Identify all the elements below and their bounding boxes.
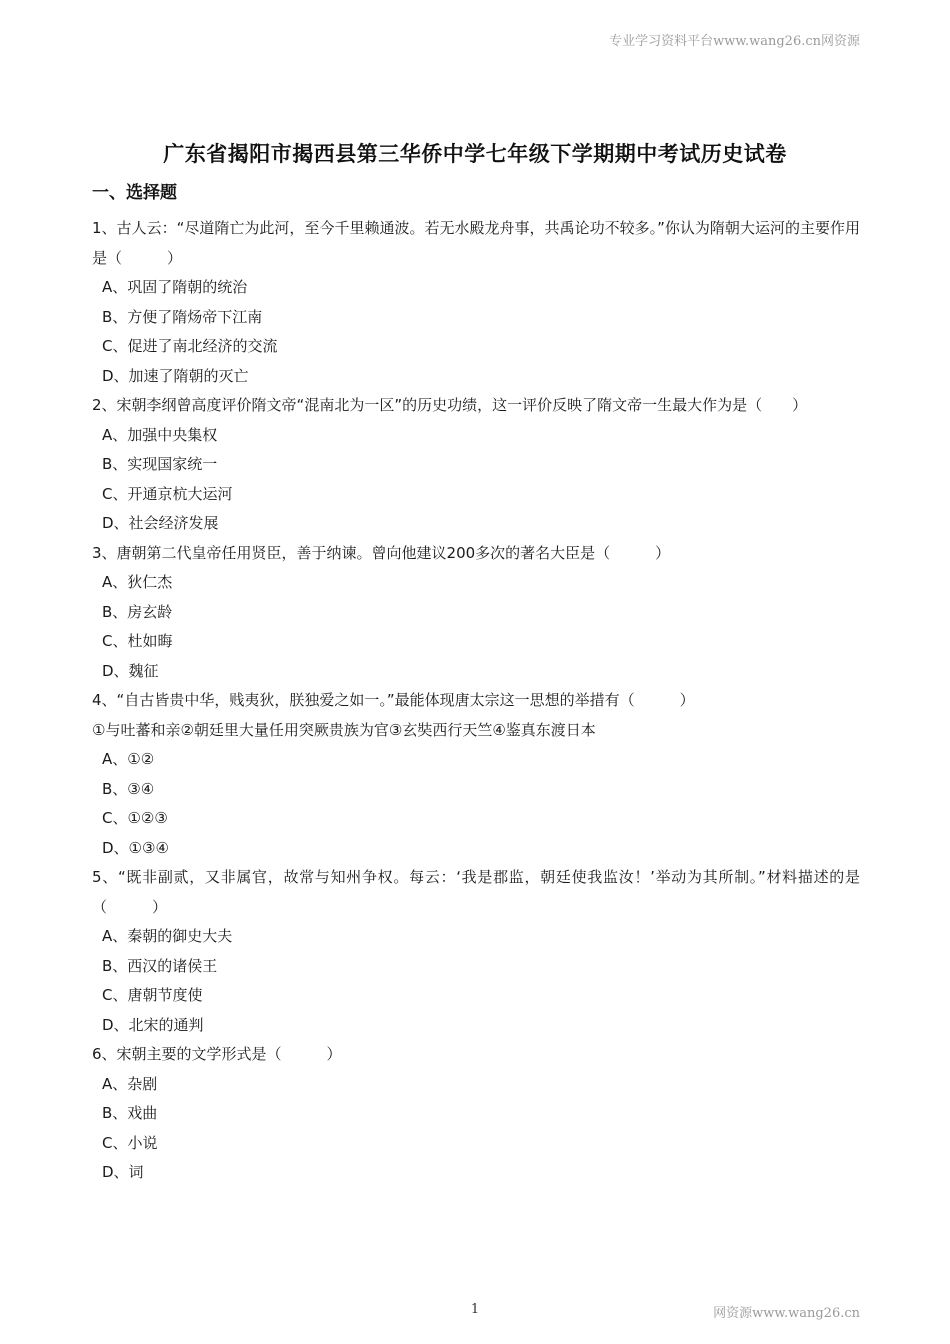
option-b: B、实现国家统一 xyxy=(102,455,218,473)
option-a: A、狄仁杰 xyxy=(102,573,173,591)
section-heading: 一、选择题 xyxy=(92,183,177,203)
option-c: C、促进了南北经济的交流 xyxy=(102,337,278,355)
option-a: A、①② xyxy=(102,750,155,768)
question-stem: 3、唐朝第二代皇帝任用贤臣，善于纳谏。曾向他建议200多次的著名大臣是（ ） xyxy=(92,543,671,562)
question-stem: 1、古人云：“尽道隋亡为此河，至今千里赖通波。若无水殿龙舟事，共禹论功不较多。”你认为隋朝大运河的主要作用是（ ） xyxy=(92,219,860,267)
option-c: C、小说 xyxy=(102,1133,158,1152)
option-a: A、秦朝的御史大夫 xyxy=(102,927,233,945)
option-b: B、方便了隋炀帝下江南 xyxy=(102,307,263,326)
question-5 xyxy=(92,863,860,1040)
option-a: A、杂剧 xyxy=(102,1074,158,1093)
option-c: C、开通京杭大运河 xyxy=(102,484,233,503)
option-d: D、北宋的通判 xyxy=(102,1015,204,1034)
option-b: B、戏曲 xyxy=(102,1104,158,1122)
question-stem: 6、宋朝主要的文学形式是（ ） xyxy=(92,1045,342,1063)
question-statements: ①与吐蕃和亲②朝廷里大量任用突厥贵族为官③玄奘西行天竺④鉴真东渡日本 xyxy=(92,720,596,739)
option-b: B、③④ xyxy=(102,779,155,798)
option-d: D、词 xyxy=(102,1163,144,1181)
question-stem: 4、“自古皆贵中华，贱夷狄，朕独爱之如一。”最能体现唐太宗这一思想的举措有（ ） xyxy=(92,691,695,709)
option-b: B、房玄龄 xyxy=(102,602,173,621)
header-watermark: 专业学习资料平台www.wang26.cn网资源 xyxy=(609,34,860,49)
question-1 xyxy=(92,214,860,391)
option-d: D、加速了隋朝的灭亡 xyxy=(102,366,249,385)
option-d: D、社会经济发展 xyxy=(102,514,219,532)
option-a: A、加强中央集权 xyxy=(102,425,218,444)
question-6 xyxy=(92,1040,860,1188)
option-c: C、杜如晦 xyxy=(102,632,173,650)
page-title: 广东省揭阳市揭西县第三华侨中学七年级下学期期中考试历史试卷 xyxy=(163,142,787,166)
question-3 xyxy=(92,539,860,687)
option-d: D、①③④ xyxy=(102,838,169,857)
page-number: 1 xyxy=(470,1302,480,1317)
footer-watermark: 网资源www.wang26.cn xyxy=(713,1306,860,1321)
question-4 xyxy=(92,686,860,863)
option-b: B、西汉的诸侯王 xyxy=(102,956,218,975)
option-c: C、唐朝节度使 xyxy=(102,986,203,1004)
option-d: D、魏征 xyxy=(102,661,159,680)
question-stem: 2、宋朝李纲曾高度评价隋文帝“混南北为一区”的历史功绩，这一评价反映了隋文帝一生最大作为是（ ） xyxy=(92,396,808,414)
question-2 xyxy=(92,391,860,539)
option-c: C、①②③ xyxy=(102,809,168,827)
option-a: A、巩固了隋朝的统治 xyxy=(102,278,248,296)
question-list xyxy=(92,214,860,1188)
question-stem: 5、“既非副贰，又非属官，故常与知州争权。每云：‘我是郡监，朝廷使我监汝！’举动为其所制。”材料描述的是（ ） xyxy=(92,868,860,916)
